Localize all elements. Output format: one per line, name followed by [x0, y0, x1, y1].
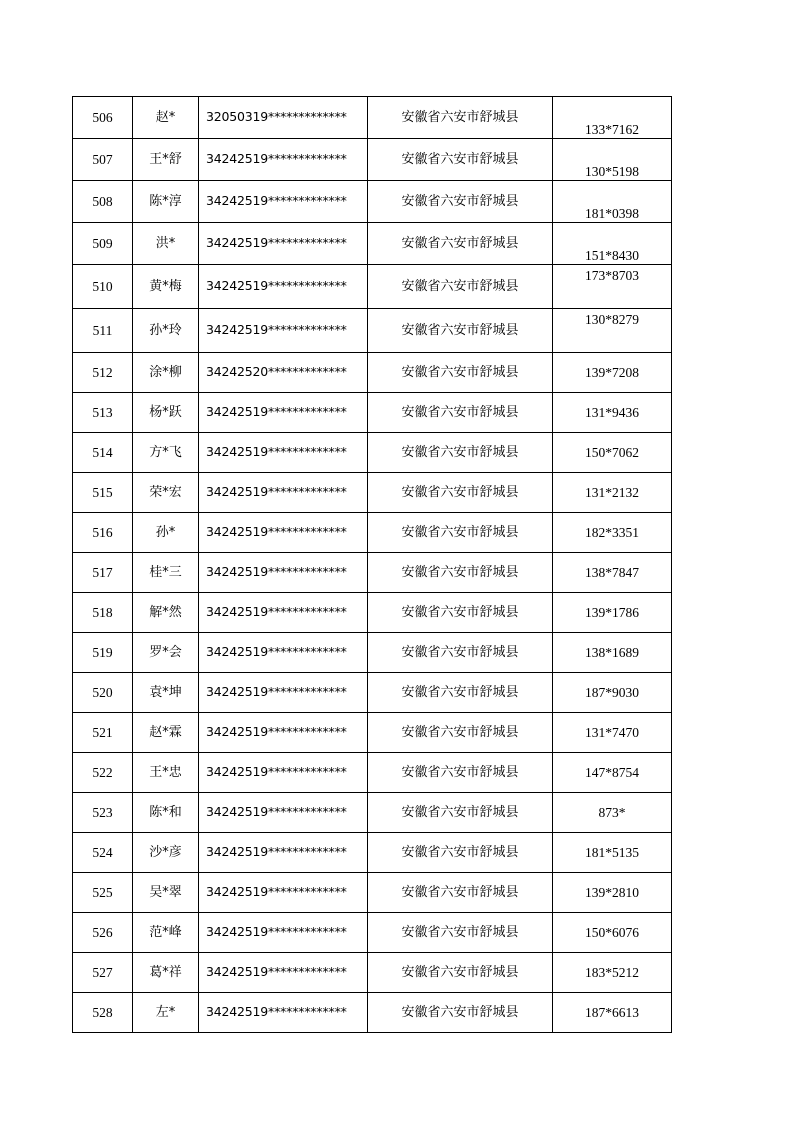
id-number-cell: 34242519*************: [199, 993, 368, 1033]
phone-number-cell: 873*: [553, 793, 672, 833]
row-number-cell: 506: [73, 97, 133, 139]
table-row: [73, 309, 672, 353]
table-row: [73, 181, 672, 223]
id-number-cell: 34242519*************: [199, 633, 368, 673]
row-number-cell: 517: [73, 553, 133, 593]
row-number-cell: 527: [73, 953, 133, 993]
id-number-cell: 34242519*************: [199, 833, 368, 873]
id-number-cell: 34242520*************: [199, 353, 368, 393]
phone-number-cell: 181*0398: [553, 181, 672, 223]
row-number-cell: 518: [73, 593, 133, 633]
person-name-cell: 黄*梅: [133, 265, 199, 309]
phone-number-cell: 130*5198: [553, 139, 672, 181]
id-number-cell: 34242519*************: [199, 433, 368, 473]
table-row: [73, 139, 672, 181]
row-number-cell: 509: [73, 223, 133, 265]
person-name-cell: 桂*三: [133, 553, 199, 593]
address-cell: 安徽省六安市舒城县: [368, 473, 553, 513]
address-cell: 安徽省六安市舒城县: [368, 753, 553, 793]
person-name-cell: 范*峰: [133, 913, 199, 953]
person-name-cell: 赵*: [133, 97, 199, 139]
person-name-cell: 罗*会: [133, 633, 199, 673]
table-row: [73, 473, 672, 513]
phone-number-cell: 138*1689: [553, 633, 672, 673]
table-row: [73, 433, 672, 473]
address-cell: 安徽省六安市舒城县: [368, 353, 553, 393]
address-cell: 安徽省六安市舒城县: [368, 593, 553, 633]
address-cell: 安徽省六安市舒城县: [368, 833, 553, 873]
phone-number-cell: 131*7470: [553, 713, 672, 753]
person-name-cell: 孙*: [133, 513, 199, 553]
address-cell: 安徽省六安市舒城县: [368, 553, 553, 593]
phone-number-cell: 139*2810: [553, 873, 672, 913]
id-number-cell: 34242519*************: [199, 473, 368, 513]
row-number-cell: 510: [73, 265, 133, 309]
table-row: [73, 513, 672, 553]
phone-number-cell: 139*7208: [553, 353, 672, 393]
id-number-cell: 34242519*************: [199, 673, 368, 713]
phone-number-cell: 131*2132: [553, 473, 672, 513]
address-cell: 安徽省六安市舒城县: [368, 713, 553, 753]
table-row: [73, 593, 672, 633]
id-number-cell: 34242519*************: [199, 593, 368, 633]
address-cell: 安徽省六安市舒城县: [368, 513, 553, 553]
table-row: [73, 633, 672, 673]
roster-table-body: [73, 97, 672, 1033]
id-number-cell: 34242519*************: [199, 181, 368, 223]
person-name-cell: 荣*宏: [133, 473, 199, 513]
row-number-cell: 526: [73, 913, 133, 953]
phone-number-cell: 150*7062: [553, 433, 672, 473]
person-name-cell: 解*然: [133, 593, 199, 633]
table-row: [73, 913, 672, 953]
person-name-cell: 吴*翠: [133, 873, 199, 913]
id-number-cell: 34242519*************: [199, 713, 368, 753]
person-name-cell: 袁*坤: [133, 673, 199, 713]
address-cell: 安徽省六安市舒城县: [368, 673, 553, 713]
row-number-cell: 512: [73, 353, 133, 393]
table-row: [73, 223, 672, 265]
address-cell: 安徽省六安市舒城县: [368, 993, 553, 1033]
person-name-cell: 陈*淳: [133, 181, 199, 223]
table-row: [73, 393, 672, 433]
person-name-cell: 葛*祥: [133, 953, 199, 993]
row-number-cell: 511: [73, 309, 133, 353]
row-number-cell: 515: [73, 473, 133, 513]
id-number-cell: 34242519*************: [199, 753, 368, 793]
table-row: [73, 353, 672, 393]
person-name-cell: 涂*柳: [133, 353, 199, 393]
person-name-cell: 沙*彦: [133, 833, 199, 873]
table-row: [73, 793, 672, 833]
address-cell: 安徽省六安市舒城县: [368, 139, 553, 181]
person-name-cell: 杨*跃: [133, 393, 199, 433]
person-name-cell: 王*舒: [133, 139, 199, 181]
row-number-cell: 516: [73, 513, 133, 553]
row-number-cell: 513: [73, 393, 133, 433]
row-number-cell: 521: [73, 713, 133, 753]
table-row: [73, 993, 672, 1033]
person-name-cell: 洪*: [133, 223, 199, 265]
phone-number-cell: 150*6076: [553, 913, 672, 953]
address-cell: 安徽省六安市舒城县: [368, 793, 553, 833]
id-number-cell: 32050319*************: [199, 97, 368, 139]
person-name-cell: 王*忠: [133, 753, 199, 793]
phone-number-cell: 187*9030: [553, 673, 672, 713]
address-cell: 安徽省六安市舒城县: [368, 393, 553, 433]
row-number-cell: 524: [73, 833, 133, 873]
table-row: [73, 753, 672, 793]
phone-number-cell: 131*9436: [553, 393, 672, 433]
phone-number-cell: 151*8430: [553, 223, 672, 265]
phone-number-cell: 147*8754: [553, 753, 672, 793]
person-name-cell: 孙*玲: [133, 309, 199, 353]
phone-number-cell: 183*5212: [553, 953, 672, 993]
phone-number-cell: 181*5135: [553, 833, 672, 873]
row-number-cell: 525: [73, 873, 133, 913]
phone-number-cell: 139*1786: [553, 593, 672, 633]
row-number-cell: 507: [73, 139, 133, 181]
row-number-cell: 528: [73, 993, 133, 1033]
address-cell: 安徽省六安市舒城县: [368, 433, 553, 473]
phone-number-cell: 173*8703: [553, 265, 672, 309]
phone-number-cell: 182*3351: [553, 513, 672, 553]
person-name-cell: 左*: [133, 993, 199, 1033]
id-number-cell: 34242519*************: [199, 553, 368, 593]
table-row: [73, 553, 672, 593]
phone-number-cell: 187*6613: [553, 993, 672, 1033]
table-row: [73, 953, 672, 993]
id-number-cell: 34242519*************: [199, 793, 368, 833]
table-row: [73, 873, 672, 913]
phone-number-cell: 138*7847: [553, 553, 672, 593]
id-number-cell: 34242519*************: [199, 873, 368, 913]
id-number-cell: 34242519*************: [199, 223, 368, 265]
id-number-cell: 34242519*************: [199, 309, 368, 353]
id-number-cell: 34242519*************: [199, 393, 368, 433]
id-number-cell: 34242519*************: [199, 265, 368, 309]
phone-number-cell: 133*7162: [553, 97, 672, 139]
address-cell: 安徽省六安市舒城县: [368, 633, 553, 673]
row-number-cell: 519: [73, 633, 133, 673]
id-number-cell: 34242519*************: [199, 953, 368, 993]
row-number-cell: 522: [73, 753, 133, 793]
address-cell: 安徽省六安市舒城县: [368, 913, 553, 953]
table-row: [73, 673, 672, 713]
roster-table: [72, 96, 672, 1033]
id-number-cell: 34242519*************: [199, 913, 368, 953]
address-cell: 安徽省六安市舒城县: [368, 953, 553, 993]
person-name-cell: 陈*和: [133, 793, 199, 833]
address-cell: 安徽省六安市舒城县: [368, 223, 553, 265]
person-name-cell: 方*飞: [133, 433, 199, 473]
table-row: [73, 97, 672, 139]
id-number-cell: 34242519*************: [199, 513, 368, 553]
row-number-cell: 508: [73, 181, 133, 223]
address-cell: 安徽省六安市舒城县: [368, 265, 553, 309]
table-row: [73, 713, 672, 753]
row-number-cell: 523: [73, 793, 133, 833]
row-number-cell: 520: [73, 673, 133, 713]
address-cell: 安徽省六安市舒城县: [368, 873, 553, 913]
table-row: [73, 833, 672, 873]
table-row: [73, 265, 672, 309]
id-number-cell: 34242519*************: [199, 139, 368, 181]
address-cell: 安徽省六安市舒城县: [368, 181, 553, 223]
person-name-cell: 赵*霖: [133, 713, 199, 753]
address-cell: 安徽省六安市舒城县: [368, 97, 553, 139]
row-number-cell: 514: [73, 433, 133, 473]
phone-number-cell: 130*8279: [553, 309, 672, 353]
address-cell: 安徽省六安市舒城县: [368, 309, 553, 353]
